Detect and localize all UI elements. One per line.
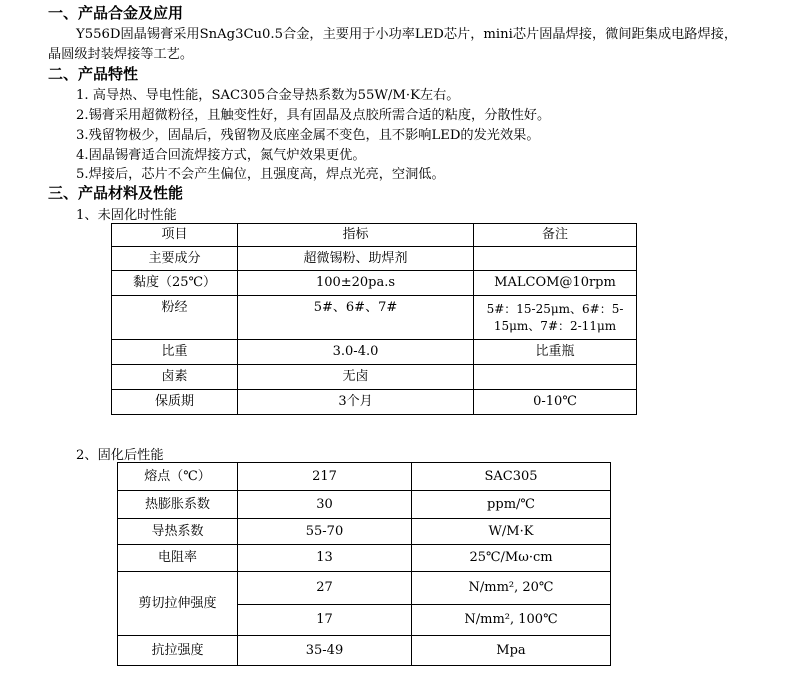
subsection-uncured-title: 1、未固化时性能 — [76, 208, 177, 223]
table-cell: 黏度（25℃） — [112, 271, 238, 296]
feature-item-2: 2.锡膏采用超微粉径，且触变性好，具有固晶及点胶所需合适的粘度，分散性好。 — [76, 108, 551, 123]
table-cell-split — [412, 572, 611, 636]
table-cell: 导热系数 — [118, 519, 238, 545]
table-cell: 超微锡粉、助焊剂 — [238, 247, 474, 271]
table-cell: 保质期 — [112, 390, 238, 415]
table-row — [118, 519, 611, 545]
table-row-shear-strength — [118, 572, 611, 636]
table-row — [118, 545, 611, 572]
cured-properties-table — [117, 462, 611, 666]
table-cell: 25℃/Mω·cm — [412, 545, 611, 572]
table-cell: 5#、6#、7# — [238, 296, 474, 340]
table-cell: 5#：15-25μm、6#：5-15μm、7#：2-11μm — [474, 296, 637, 340]
feature-item-5: 5.焊接后，芯片不会产生偏位，且强度高，焊点光亮，空洞低。 — [76, 167, 445, 182]
feature-item-3: 3.残留物极少，固晶后，残留物及底座金属不变色，且不影响LED的发光效果。 — [76, 128, 540, 143]
section-1-line-2: 晶圆级封装焊接等工艺。 — [48, 47, 194, 62]
table-cell: 55-70 — [238, 519, 412, 545]
table-cell: 热膨胀系数 — [118, 491, 238, 519]
table-cell: W/M·K — [412, 519, 611, 545]
header-remark: 备注 — [474, 224, 637, 247]
table-row — [112, 365, 637, 390]
section-1-line-1: Y556D固晶锡膏采用SnAg3Cu0.5合金，主要用于小功率LED芯片，mini芯片固晶焊接，微间距集成电路焊接， — [76, 27, 738, 42]
table-cell: 电阻率 — [118, 545, 238, 572]
section-2-title: 二、产品特性 — [48, 65, 139, 83]
table-cell: 剪切拉伸强度 — [118, 572, 238, 636]
table-cell: 比重瓶 — [474, 340, 637, 365]
table-cell — [474, 365, 637, 390]
table-row — [118, 491, 611, 519]
table-cell: 13 — [238, 545, 412, 572]
table-cell: ppm/℃ — [412, 491, 611, 519]
table-cell: 100±20pa.s — [238, 271, 474, 296]
feature-item-4: 4.固晶锡膏适合回流焊接方式，氮气炉效果更优。 — [76, 148, 366, 163]
table-cell: 17 — [316, 611, 333, 627]
table-cell-split — [238, 572, 412, 636]
section-3-title: 三、产品材料及性能 — [48, 184, 184, 202]
table-cell: N/mm², 20℃ — [412, 572, 610, 605]
table-cell: 无卤 — [238, 365, 474, 390]
section-1-title: 一、产品合金及应用 — [48, 4, 184, 22]
table-cell: 粉经 — [112, 296, 238, 340]
table-cell: 30 — [238, 491, 412, 519]
table-header-row — [112, 224, 637, 247]
table-cell: N/mm², 100℃ — [464, 611, 558, 627]
uncured-properties-table — [111, 223, 637, 415]
table-cell: Mpa — [412, 636, 611, 666]
table-cell: 卤素 — [112, 365, 238, 390]
feature-item-1: 1. 高导热、导电性能，SAC305合金导热系数为55W/M·K左右。 — [76, 88, 460, 103]
table-cell: 0-10℃ — [474, 390, 637, 415]
table-cell: 35-49 — [238, 636, 412, 666]
table-cell: SAC305 — [412, 463, 611, 491]
table-cell — [474, 247, 637, 271]
table-cell: 比重 — [112, 340, 238, 365]
header-index: 指标 — [238, 224, 474, 247]
table-row — [112, 340, 637, 365]
table-row — [112, 296, 637, 340]
table-row — [112, 247, 637, 271]
table-row — [112, 390, 637, 415]
table-cell: MALCOM@10rpm — [474, 271, 637, 296]
table-cell: 熔点（℃） — [118, 463, 238, 491]
table-cell: 217 — [238, 463, 412, 491]
table-row — [118, 636, 611, 666]
subsection-cured-title: 2、固化后性能 — [76, 448, 164, 463]
table-cell: 抗拉强度 — [118, 636, 238, 666]
table-row — [112, 271, 637, 296]
table-row — [118, 463, 611, 491]
table-cell: 主要成分 — [112, 247, 238, 271]
table-cell: 3.0-4.0 — [238, 340, 474, 365]
header-item: 项目 — [112, 224, 238, 247]
table-cell: 27 — [238, 572, 411, 605]
table-cell: 3个月 — [238, 390, 474, 415]
